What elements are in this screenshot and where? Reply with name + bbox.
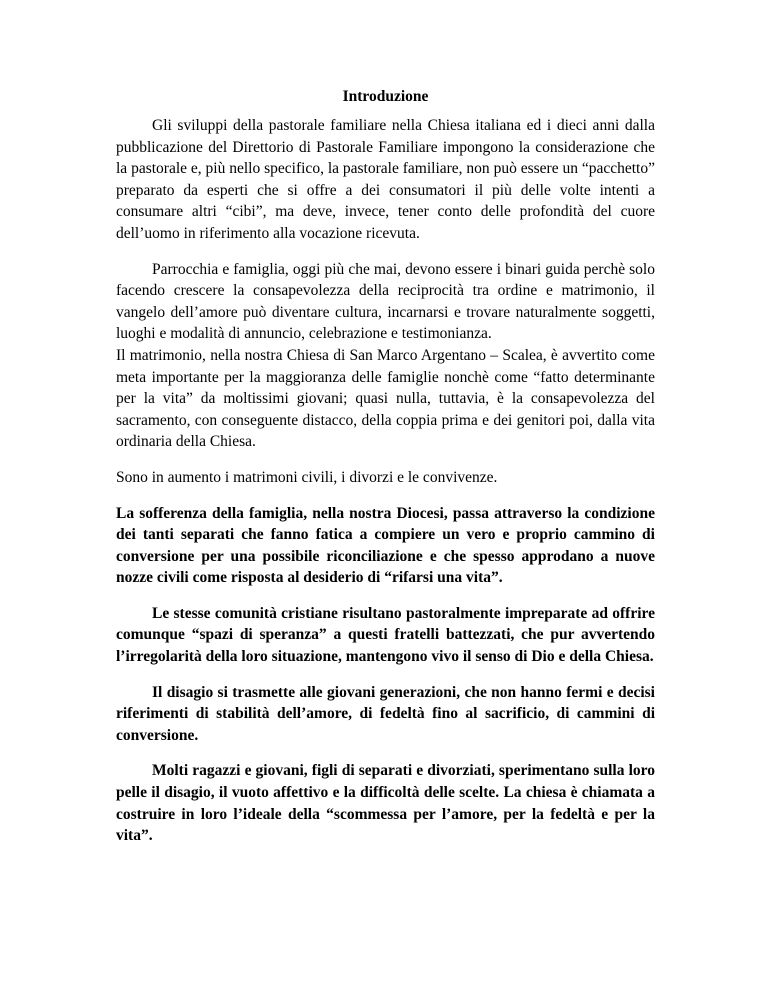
paragraph-civil-marriages: Sono in aumento i matrimoni civili, i divorzi e le convivenze. bbox=[116, 468, 498, 486]
paragraph-family-suffering: La sofferenza della famiglia, nella nostra Diocesi, passa attraverso la condizione dei tanti separati che fanno fatica a compiere un vero e proprio cammino di conversione per una possibile riconciliazione e che spesso approdano a nuove nozze civili come risposta al desiderio di “rifarsi una vita”. bbox=[116, 504, 655, 587]
paragraph-young-generations: Il disagio si trasmette alle giovani generazioni, che non hanno fermi e decisi riferimenti di stabilità dell’amore, di fedeltà fino al sacrificio, di cammini di conversione. bbox=[116, 683, 655, 744]
paragraph-marriage-diocese: Il matrimonio, nella nostra Chiesa di San Marco Argentano – Scalea, è avvertito come meta importante per la maggioranza delle famiglie nonchè come “fatto determinante per la vita” da moltissimi giovani; quasi nulla, tuttavia, è la consapevolezza del sacramento, con conseguente distacco, della coppia prima e dei genitori poi, dalla vita ordinaria della Chiesa. bbox=[116, 346, 655, 451]
paragraph-communities-unprepared: Le stesse comunità cristiane risultano pastoralmente impreparate ad offrire comunque “spazi di speranza” a questi fratelli battezzati, che pur avvertendo l’irregolarità della loro situazione, mantengono vivo il senso di Dio e della Chiesa. bbox=[116, 604, 655, 666]
document-page bbox=[116, 86, 655, 847]
document-title: Introduzione bbox=[342, 88, 429, 105]
paragraph-pastoral-developments: Gli sviluppi della pastorale familiare nella Chiesa italiana ed i dieci anni dalla pubblicazione del Direttorio di Pastorale Familiare impongono la considerazione che la pastorale e, più nello specifico, la pastorale familiare, non può essere un “pacchetto” preparato da esperti che si offre a dei consumatori il più delle volte intenti a consumare altri “cibi”, ma deve, invece, tener conto delle profondità del cuore dell’uomo in riferimento alla vocazione ricevuta. bbox=[116, 117, 655, 242]
paragraph-children-of-separated: Molti ragazzi e giovani, figli di separati e divorziati, sperimentano sulla loro pelle il disagio, il vuoto affettivo e la difficoltà delle scelte. La chiesa è chiamata a costruire in loro l’ideale della “scommessa per l’amore, per la fedeltà e per la vita”. bbox=[116, 762, 655, 845]
paragraph-parish-family: Parrocchia e famiglia, oggi più che mai, devono essere i binari guida perchè solo facendo crescere la consapevolezza della reciprocità tra ordine e matrimonio, il vangelo dell’amore può diventare cultura, incarnarsi e trovare naturalmente soggetti, luoghi e modalità di annuncio, celebrazione e testimonianza. bbox=[116, 260, 655, 343]
